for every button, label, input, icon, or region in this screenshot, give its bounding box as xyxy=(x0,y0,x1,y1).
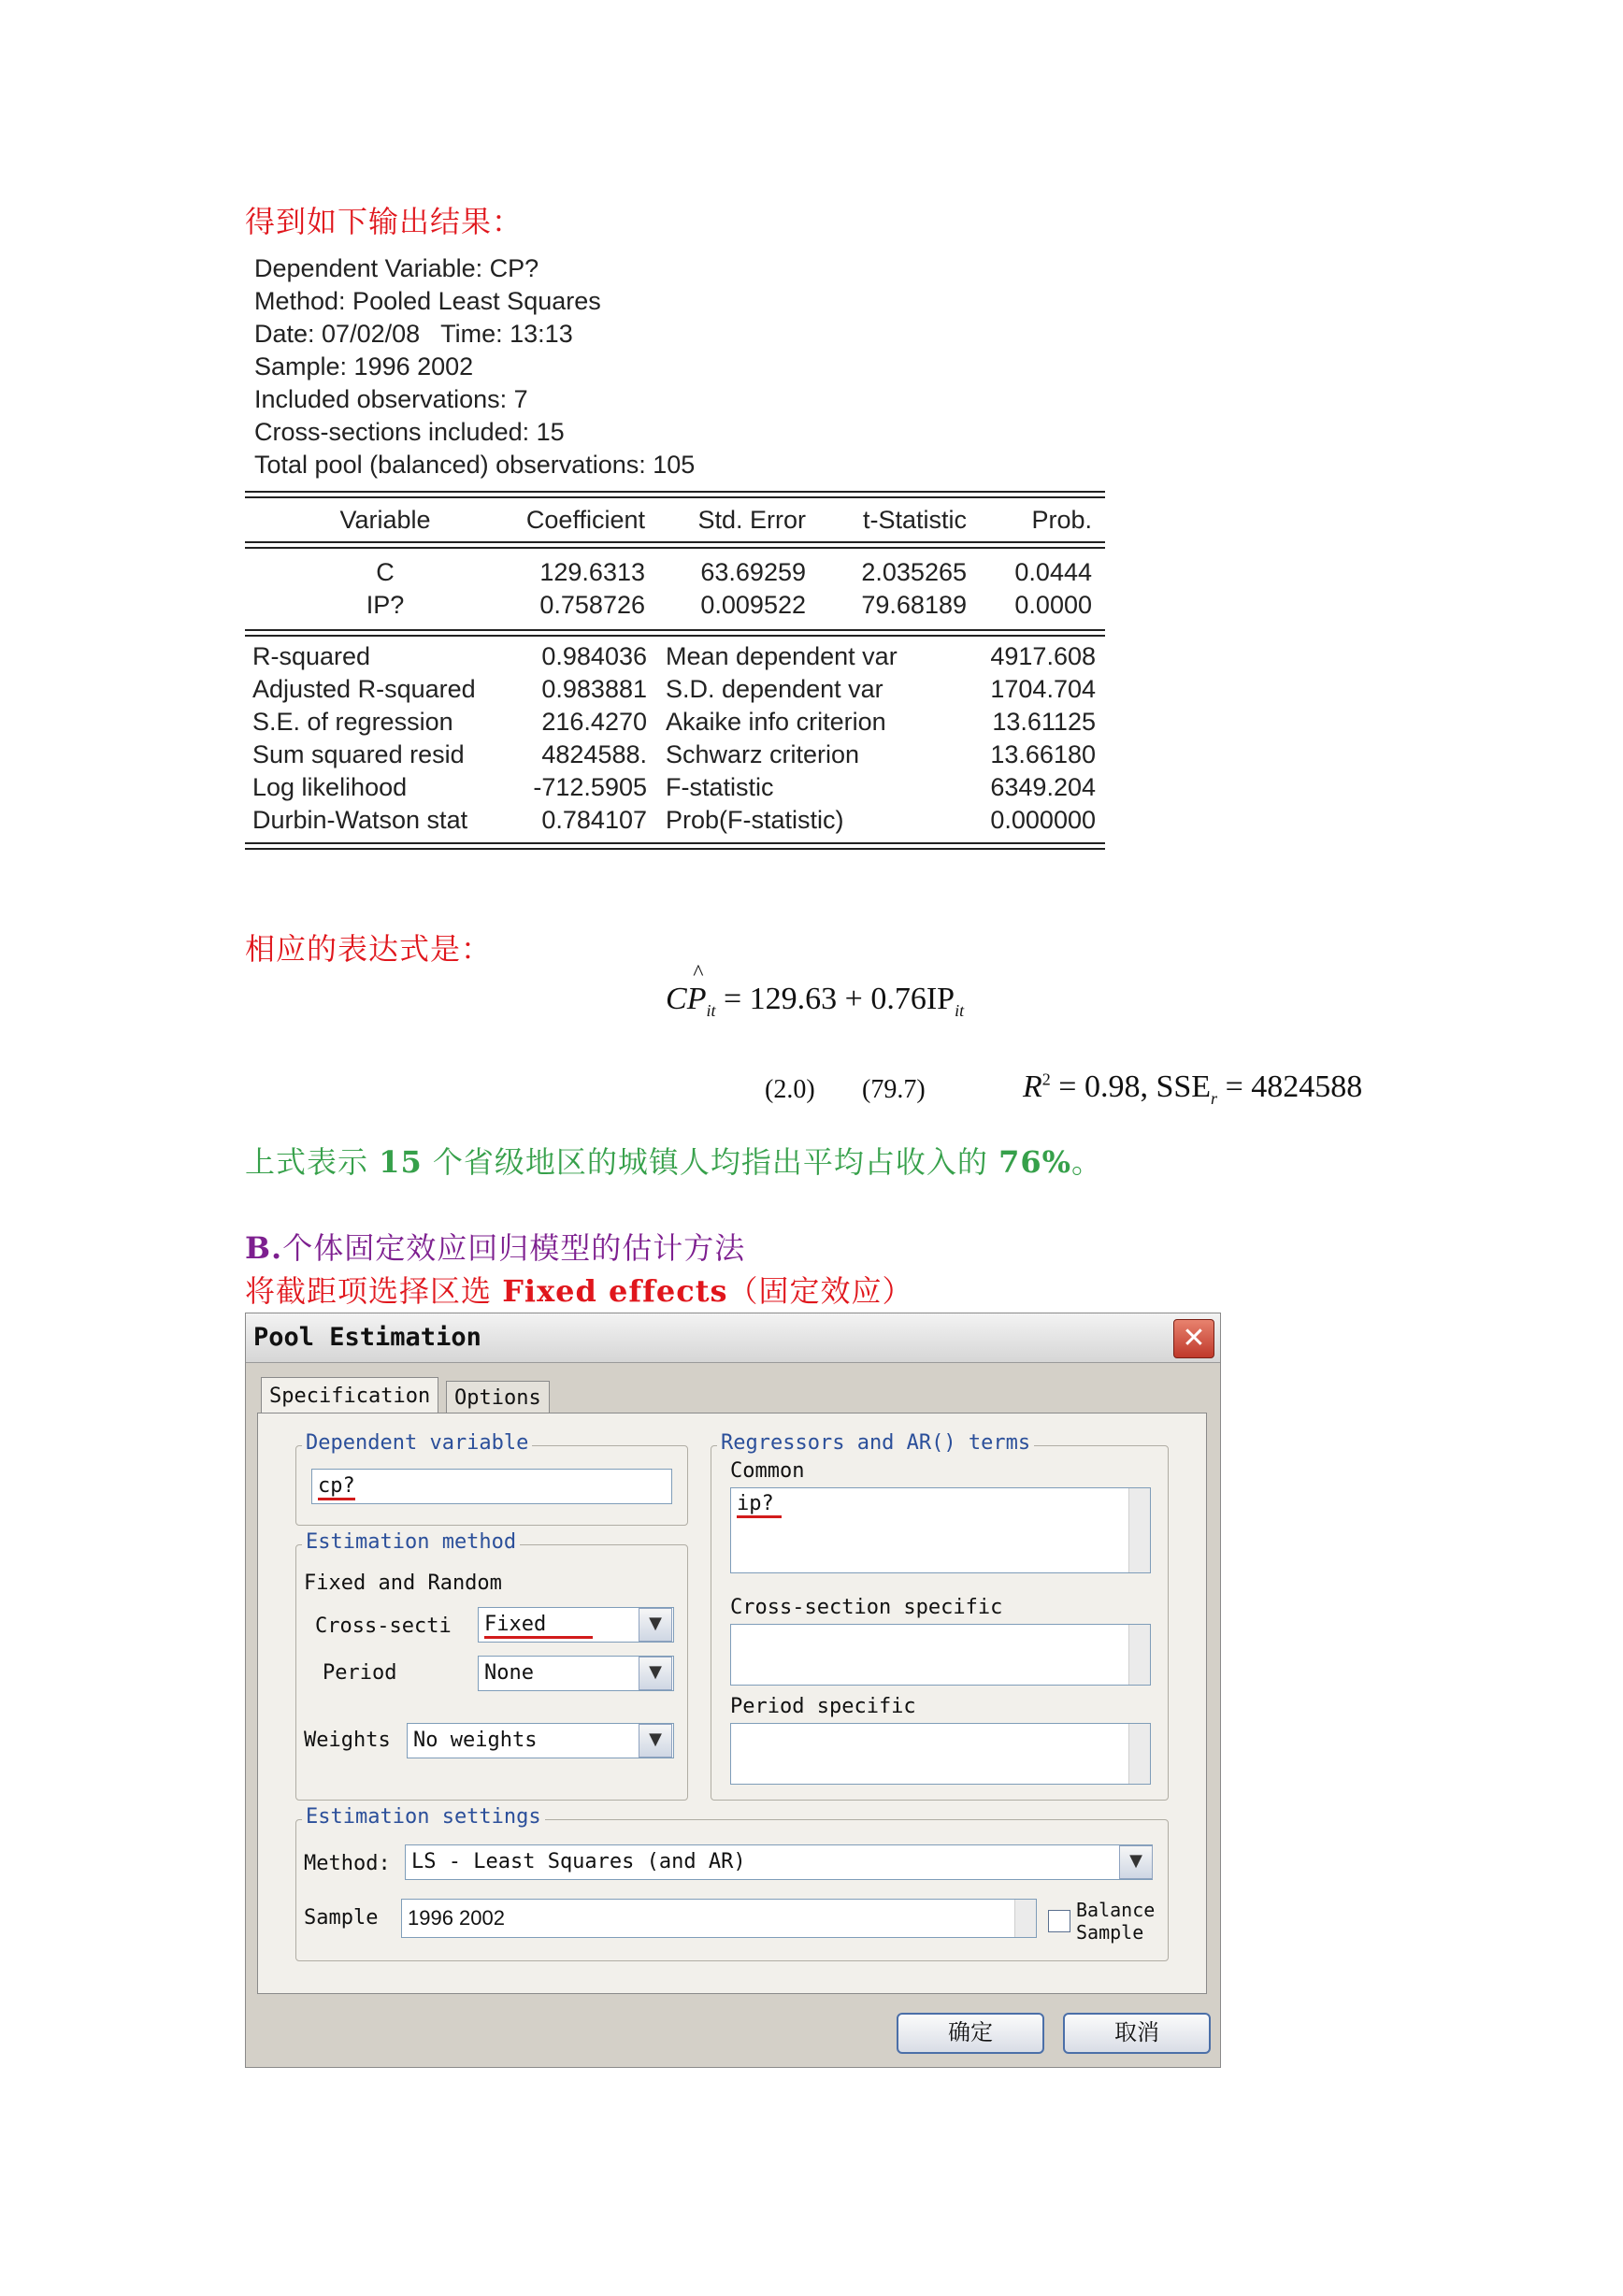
weights-select[interactable]: No weights xyxy=(407,1723,674,1758)
stat-cell: 0.784107 xyxy=(541,806,647,834)
stat-row xyxy=(245,673,1105,706)
coef-row xyxy=(245,589,1105,622)
dependent-variable-group xyxy=(295,1431,688,1526)
stat-cell: 0.984036 xyxy=(541,642,647,670)
stat-row xyxy=(245,739,1105,771)
scrollbar[interactable] xyxy=(1128,1724,1150,1784)
stat-cell: 0.000000 xyxy=(990,806,1096,834)
period-select[interactable]: None xyxy=(478,1656,674,1691)
r2-end: = 4824588 xyxy=(1217,1069,1363,1104)
col-prob: Prob. xyxy=(1031,506,1092,534)
coef-cell: IP? xyxy=(366,591,405,619)
stat-row xyxy=(245,804,1105,837)
regression-header-line: Included observations: 7 xyxy=(254,385,528,413)
col-t-statistic: t-Statistic xyxy=(862,506,967,534)
close-button[interactable] xyxy=(1173,1319,1214,1358)
col-coefficient: Coefficient xyxy=(525,506,645,534)
method-select[interactable]: LS - Least Squares (and AR) xyxy=(405,1844,1153,1880)
stat-cell: Durbin-Watson stat xyxy=(252,806,468,834)
estimation-settings-legend: Estimation settings xyxy=(302,1805,545,1829)
stat-cell: F-statistic xyxy=(666,773,774,801)
sse-sub: r xyxy=(1211,1088,1218,1108)
dialog-title-bar[interactable] xyxy=(246,1313,1220,1363)
coef-cell: C xyxy=(376,558,395,586)
stat-cell: Adjusted R-squared xyxy=(252,675,476,703)
close-icon: ✕ xyxy=(1182,1322,1206,1355)
regression-header xyxy=(245,252,1105,481)
regression-output xyxy=(245,252,1105,850)
common-regressors-value: ip? xyxy=(737,1492,782,1518)
t-stat-1: (2.0) xyxy=(765,1075,815,1104)
cross-section-specific-label: Cross-section specific xyxy=(730,1596,1003,1619)
pool-estimation-dialog xyxy=(245,1313,1221,2068)
dialog-title: Pool Estimation xyxy=(253,1323,481,1352)
cross-section-specific-input[interactable] xyxy=(730,1624,1151,1686)
coef-row xyxy=(245,556,1105,589)
regression-header-line: Cross-sections included: 15 xyxy=(254,418,565,446)
coef-table-header xyxy=(245,498,1105,541)
stat-cell: 4917.608 xyxy=(990,642,1096,670)
r2-rest: = 0.98, SSE xyxy=(1050,1069,1212,1104)
r2-sse xyxy=(1023,1069,1362,1109)
fixed-random-label: Fixed and Random xyxy=(304,1571,502,1595)
eq-hat: ^ xyxy=(692,961,702,985)
summary-pct: 76% xyxy=(998,1144,1072,1180)
stat-cell: S.D. dependent var xyxy=(666,675,883,703)
weights-label: Weights xyxy=(304,1729,391,1752)
instruction-bold: Fixed effects xyxy=(502,1273,728,1309)
stat-cell: Mean dependent var xyxy=(666,642,898,670)
eq-lhs-p: P ^ xyxy=(686,961,707,1016)
cross-section-label: Cross-secti xyxy=(315,1614,452,1638)
eq-rhs-sub: it xyxy=(955,1000,965,1020)
eq-rhs-main: = 129.63 + 0.76IP xyxy=(715,982,955,1016)
scrollbar[interactable] xyxy=(1128,1488,1150,1572)
divider xyxy=(245,842,1105,850)
stat-cell: 6349.204 xyxy=(990,773,1096,801)
dependent-variable-legend: Dependent variable xyxy=(302,1431,532,1455)
chevron-down-icon[interactable]: ▼ xyxy=(639,1657,672,1690)
stat-cell: 4824588. xyxy=(541,740,647,768)
stats-rows xyxy=(245,640,1105,837)
sample-input[interactable] xyxy=(401,1899,1037,1938)
period-label: Period xyxy=(323,1661,397,1685)
instruction-pre: 将截距项选择区选 xyxy=(245,1273,503,1309)
balance-sample-label xyxy=(1076,1899,1155,1944)
cancel-button[interactable]: 取消 xyxy=(1063,2013,1211,2054)
divider xyxy=(245,629,1105,637)
eq-rhs xyxy=(715,982,955,1016)
estimation-method-group xyxy=(295,1530,688,1801)
eq-lhs-sub: it xyxy=(706,1000,716,1020)
stat-cell: 0.983881 xyxy=(541,675,647,703)
coef-cell: 0.758726 xyxy=(539,591,645,619)
tab-specification[interactable]: Specification xyxy=(261,1377,438,1415)
summary-text xyxy=(245,1139,1102,1182)
stat-cell: -712.5905 xyxy=(533,773,647,801)
summary-mid: 个省级地区的城镇人均指出平均占收入的 xyxy=(422,1144,999,1180)
stat-cell: 216.4270 xyxy=(541,708,647,736)
scrollbar[interactable] xyxy=(1128,1625,1150,1685)
divider xyxy=(245,541,1105,549)
coef-cell: 0.009522 xyxy=(700,591,806,619)
regression-header-line: Date: 07/02/08 Time: 13:13 xyxy=(254,320,573,348)
method-label: Method: xyxy=(304,1852,391,1875)
coef-cell: 129.6313 xyxy=(539,558,645,586)
stat-cell: 13.66180 xyxy=(990,740,1096,768)
r2-sup: 2 xyxy=(1041,1069,1051,1089)
summary-n: 15 xyxy=(379,1144,423,1180)
sample-value: 1996 2002 xyxy=(408,1906,505,1930)
heading-expression: 相应的表达式是： xyxy=(245,931,493,967)
summary-post: 。 xyxy=(1071,1144,1103,1180)
coef-rows xyxy=(245,556,1105,622)
regressors-group xyxy=(711,1431,1169,1801)
divider xyxy=(245,491,1105,498)
coef-cell: 0.0444 xyxy=(1014,558,1092,586)
period-specific-label: Period specific xyxy=(730,1695,916,1718)
section-b-title xyxy=(245,1225,745,1268)
stat-row xyxy=(245,771,1105,804)
col-variable: Variable xyxy=(339,506,431,534)
ok-button[interactable]: 确定 xyxy=(897,2013,1044,2054)
regression-header-line: Total pool (balanced) observations: 105 xyxy=(254,451,696,479)
common-label: Common xyxy=(730,1459,805,1483)
coef-cell: 79.68189 xyxy=(861,591,967,619)
coef-cell: 2.035265 xyxy=(861,558,967,586)
balance-sample-checkbox[interactable] xyxy=(1048,1910,1070,1932)
regression-header-line: Dependent Variable: CP? xyxy=(254,254,539,282)
regression-header-line: Method: Pooled Least Squares xyxy=(254,287,601,315)
section-b-text: 个体固定效应回归模型的估计方法 xyxy=(282,1230,746,1266)
regressors-legend: Regressors and AR() terms xyxy=(717,1431,1034,1455)
tab-options[interactable]: Options xyxy=(446,1381,550,1415)
heading-output-results: 得到如下输出结果： xyxy=(245,204,524,239)
stat-cell: 1704.704 xyxy=(990,675,1096,703)
stat-row xyxy=(245,706,1105,739)
chevron-down-icon[interactable]: ▼ xyxy=(639,1608,672,1642)
instruction-post: （固定效应） xyxy=(727,1273,913,1309)
col-std-error: Std. Error xyxy=(697,506,806,534)
stat-row xyxy=(245,640,1105,673)
chevron-down-icon[interactable]: ▼ xyxy=(1119,1845,1153,1879)
period-specific-input[interactable] xyxy=(730,1723,1151,1785)
estimation-method-legend: Estimation method xyxy=(302,1530,520,1554)
stat-cell: Akaike info criterion xyxy=(666,708,886,736)
balance-label-line1: Balance xyxy=(1076,1899,1156,1921)
sample-label: Sample xyxy=(304,1906,379,1930)
coef-cell: 63.69259 xyxy=(700,558,806,586)
dependent-variable-value: cp? xyxy=(318,1474,355,1500)
instruction-text xyxy=(245,1268,913,1311)
common-regressors-input[interactable] xyxy=(730,1487,1151,1573)
cross-section-value: Fixed xyxy=(484,1613,593,1639)
scrollbar[interactable] xyxy=(1014,1900,1036,1937)
t-stat-2: (79.7) xyxy=(862,1075,926,1104)
stat-cell: Prob(F-statistic) xyxy=(666,806,844,834)
specification-panel xyxy=(257,1413,1207,1994)
summary-pre: 上式表示 xyxy=(245,1144,380,1180)
stat-cell: S.E. of regression xyxy=(252,708,453,736)
coef-cell: 0.0000 xyxy=(1014,591,1092,619)
r2-r: R xyxy=(1023,1069,1042,1104)
estimation-settings-group xyxy=(295,1805,1169,1961)
stat-cell: R-squared xyxy=(252,642,371,670)
dependent-variable-input[interactable] xyxy=(311,1469,672,1504)
eq-lhs-c: C xyxy=(666,982,687,1016)
section-b-prefix: B. xyxy=(245,1230,283,1266)
stat-cell: 13.61125 xyxy=(992,708,1096,736)
stat-cell: Sum squared resid xyxy=(252,740,465,768)
balance-label-line2: Sample xyxy=(1076,1921,1144,1944)
stat-cell: Log likelihood xyxy=(252,773,408,801)
regression-equation xyxy=(666,961,965,1021)
chevron-down-icon[interactable]: ▼ xyxy=(639,1724,672,1758)
regression-header-line: Sample: 1996 2002 xyxy=(254,352,474,380)
stat-cell: Schwarz criterion xyxy=(666,740,860,768)
